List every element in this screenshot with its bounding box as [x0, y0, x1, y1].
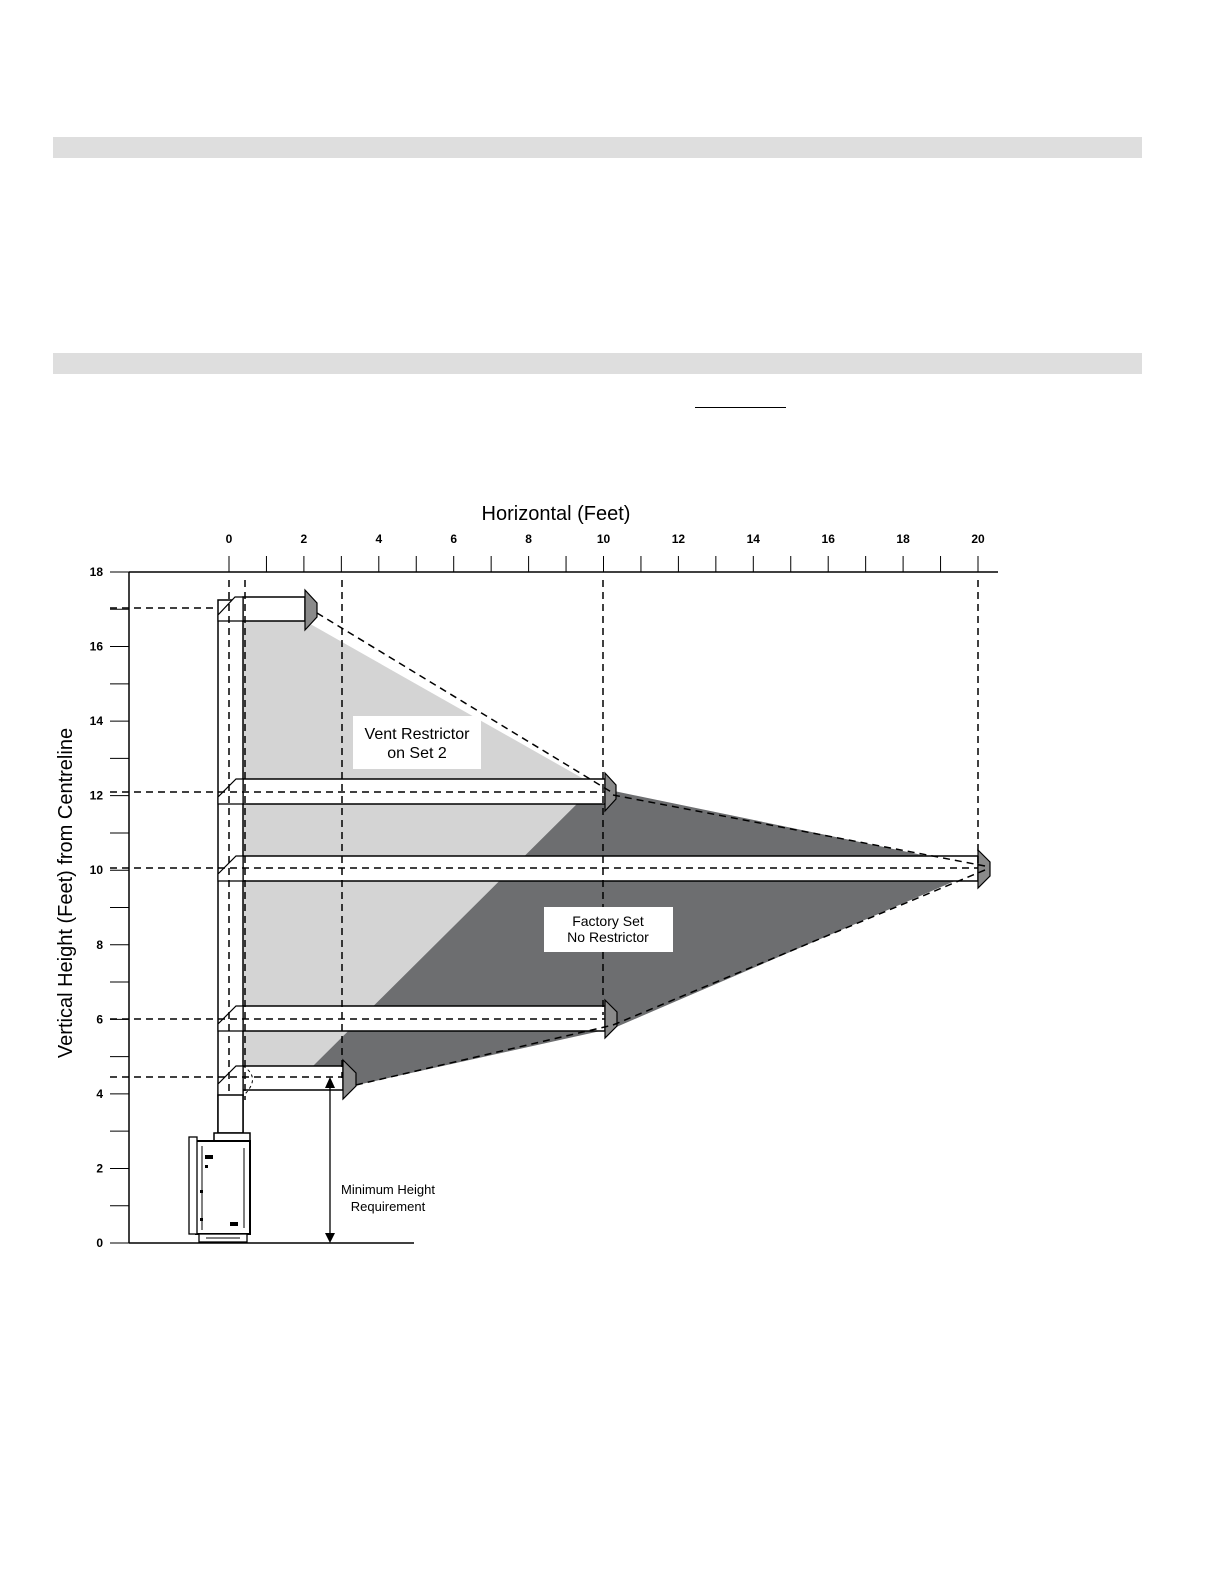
vent-run-4-5ft [218, 1060, 356, 1099]
y-tick-label: 18 [89, 565, 103, 579]
x-tick-label: 12 [671, 532, 686, 546]
x-ticks [226, 532, 985, 572]
x-tick-label: 4 [375, 532, 383, 546]
x-tick-label: 0 [225, 532, 233, 546]
y-tick-label: 10 [89, 863, 103, 878]
y-tick-label: 14 [89, 714, 103, 729]
factory-label-line1: Factory Set [572, 913, 644, 929]
y-tick-label: 8 [96, 937, 103, 952]
x-tick-label: 16 [821, 532, 835, 546]
x-tick-label: 2 [300, 532, 308, 546]
x-axis-title: Horizontal (Feet) [481, 503, 631, 525]
min-height-label-line1: Minimum Height [341, 1182, 435, 1197]
x-tick-label: 6 [450, 532, 458, 546]
restrictor-label-line2: on Set 2 [387, 745, 447, 762]
min-height-arrow-head-bottom [325, 1233, 335, 1243]
x-tick-label: 20 [971, 532, 985, 546]
x-tick-label: 14 [746, 532, 760, 546]
y-tick-label: 6 [96, 1012, 103, 1027]
x-tick-label: 10 [596, 532, 611, 546]
y-tick-label: 2 [96, 1161, 103, 1176]
y-tick-label: 16 [89, 639, 103, 654]
min-height-label-line2: Requirement [350, 1199, 426, 1214]
y-ticks [90, 565, 129, 1250]
y-tick-label: 4 [96, 1086, 103, 1101]
fireplace-unit [189, 1095, 250, 1242]
restrictor-label-line1: Vent Restrictor [364, 726, 470, 743]
y-tick-label: 12 [89, 788, 103, 803]
factory-label-line2: No Restrictor [567, 929, 649, 945]
y-tick-label: 0 [96, 1236, 103, 1250]
x-tick-label: 8 [525, 532, 532, 546]
y-axis-title: Vertical Height (Feet) from Centreline [55, 727, 77, 1059]
x-tick-label: 18 [896, 532, 910, 546]
